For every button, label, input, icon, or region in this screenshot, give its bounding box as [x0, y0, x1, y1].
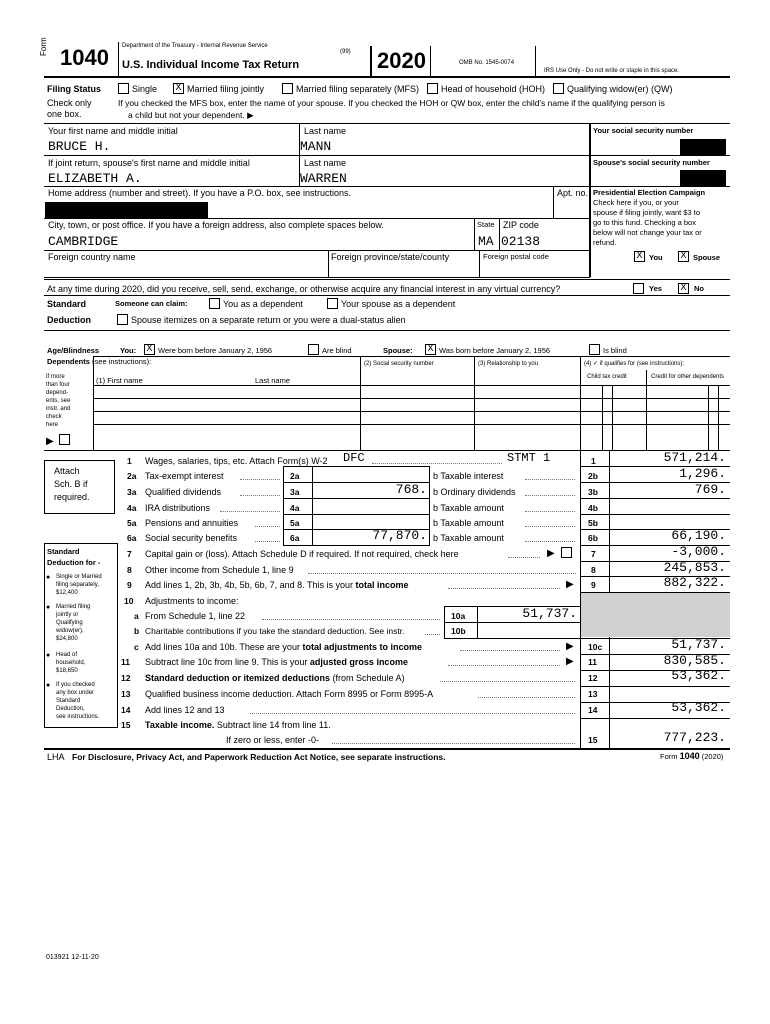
campaign-spouse-checkbox[interactable]: X: [678, 251, 689, 262]
line-7-amount[interactable]: -3,000.: [671, 544, 726, 559]
spouse-born-checkbox[interactable]: X: [425, 344, 436, 355]
line-4a-label: IRA distributions: [145, 503, 211, 513]
dep-arrow-icon: ▶: [46, 436, 54, 447]
std-mfj-3: Qualifying: [56, 620, 83, 626]
std-mfj-5: $24,800: [56, 636, 78, 642]
line-10c-label: [145, 642, 422, 653]
bullet-icon-3: ●: [46, 652, 51, 659]
line-10c-text: Add lines 10a and 10b. These are your: [145, 642, 300, 652]
std-checked-2: any box under: [56, 690, 95, 696]
line-12-box: 12: [588, 673, 598, 683]
line-5a-box: 5a: [290, 518, 300, 528]
line-10b-box: 10b: [451, 626, 466, 636]
line-11-num: 11: [121, 657, 130, 667]
campaign-text-4: below will not change your tax or: [593, 228, 702, 237]
line-9-num: 9: [127, 580, 132, 590]
spouse-itemizes-checkbox[interactable]: [117, 314, 128, 325]
line-7-arrow-icon: ▶: [547, 548, 555, 559]
mfs-checkbox[interactable]: [282, 83, 293, 94]
lha-label: LHA: [47, 752, 65, 762]
std-mfj-2: jointly or: [56, 612, 79, 618]
more-dependents-checkbox[interactable]: [59, 434, 70, 445]
std-checked-5: see instructions.: [56, 714, 100, 720]
line-10b-letter: b: [134, 626, 140, 636]
dep-col-ctc: Child tax credit: [587, 374, 627, 380]
first-name-field[interactable]: BRUCE H.: [48, 139, 111, 154]
filing-status-instructions: If you checked the MFS box, enter the name of your spouse. If you checked the HOH or QW box, enter the child's name if the qualifying person is: [118, 98, 665, 108]
line-9-amount[interactable]: 882,322.: [663, 575, 726, 590]
mfj-label: Married filing jointly: [187, 84, 265, 94]
apt-label: Apt. no.: [557, 188, 589, 198]
line-2b-amount[interactable]: 1,296.: [679, 466, 726, 481]
spouse-last-name-label: Last name: [304, 158, 347, 168]
age-you-label: You:: [120, 346, 137, 355]
line-14-num: 14: [121, 705, 131, 715]
line-10a-amount[interactable]: 51,737.: [522, 606, 577, 621]
line-7-label: Capital gain or (loss). Attach Schedule D if required. If not required, check here: [145, 549, 459, 559]
line-9-box: 9: [591, 580, 596, 590]
spouse-born-label: Was born before January 2, 1956: [439, 346, 551, 355]
footer-form-number: 1040: [679, 751, 700, 761]
mfj-checkbox[interactable]: X: [173, 83, 184, 94]
attach-note-2: Sch. B if: [54, 479, 88, 489]
line-15-label: [145, 720, 331, 731]
foreign-country-label: Foreign country name: [48, 252, 136, 262]
ssn-label: Your social security number: [593, 126, 694, 135]
someone-can-claim: Someone can claim:: [115, 299, 188, 308]
line-10-label: Adjustments to income:: [145, 596, 239, 606]
line-15-box: 15: [588, 735, 598, 745]
dep-col-ssn: (2) Social security number: [364, 361, 434, 367]
foreign-province-label: Foreign province/state/county: [331, 252, 450, 262]
line-14-box: 14: [588, 705, 598, 715]
line-5a-num: 5a: [127, 518, 137, 528]
dep-col-last: Last name: [255, 376, 291, 385]
virtual-no-checkbox[interactable]: X: [678, 283, 689, 294]
form-number: 1040: [60, 45, 109, 70]
dep-side-note-5: instr. and: [46, 406, 71, 412]
spouse-first-name-label: If joint return, spouse's first name and middle initial: [48, 158, 250, 168]
std-ded-side-title-2: Deduction for -: [47, 558, 101, 567]
line-10-num: 10: [124, 596, 134, 606]
virtual-yes-label: Yes: [649, 284, 662, 293]
you-dependent-checkbox[interactable]: [209, 298, 220, 309]
line-6a-amount[interactable]: 77,870.: [372, 528, 427, 543]
line-11-amount[interactable]: 830,585.: [663, 653, 726, 668]
spouse-blind-label: Is blind: [603, 346, 627, 355]
bullet-icon-4: ●: [46, 682, 51, 689]
line-2b-box: 2b: [588, 471, 598, 481]
line-15-label-2: If zero or less, enter -0-: [226, 735, 320, 745]
line-1-stmt: STMT 1: [507, 451, 551, 465]
line-15-amount[interactable]: 777,223.: [663, 730, 726, 745]
line-9-bold: total income: [355, 580, 409, 590]
privacy-notice: For Disclosure, Privacy Act, and Paperwork Reduction Act Notice, see separate instructions.: [72, 752, 446, 762]
line-15-bold: Taxable income.: [145, 720, 215, 730]
line-2b-label: b Taxable interest: [433, 471, 504, 481]
line-12-amount[interactable]: 53,362.: [671, 668, 726, 683]
city-label: City, town, or post office. If you have a foreign address, also complete spaces below.: [48, 220, 384, 230]
line-15-text: Subtract line 14 from line 11.: [216, 720, 331, 730]
first-name-label: Your first name and middle initial: [48, 126, 178, 136]
std-checked-3: Standard: [56, 698, 81, 704]
line-6b-label: b Taxable amount: [433, 533, 504, 543]
spouse-ssn-redacted: [680, 170, 726, 186]
line-7-num: 7: [127, 549, 132, 559]
ssn-redacted: [680, 139, 726, 155]
line-6a-label: Social security benefits: [145, 533, 238, 543]
line-1-note: DFC: [343, 451, 365, 465]
last-name-label: Last name: [304, 126, 347, 136]
mfs-label: Married filing separately (MFS): [296, 84, 420, 94]
line-4a-num: 4a: [127, 503, 137, 513]
virtual-no-label: No: [694, 284, 704, 293]
dep-side-note-1: If more: [46, 374, 65, 380]
line-14-amount[interactable]: 53,362.: [671, 700, 726, 715]
line-9-text: Add lines 1, 2b, 3b, 4b, 5b, 6b, 7, and 8. This is your: [145, 580, 353, 590]
line-10c-amount[interactable]: 51,737.: [671, 637, 726, 652]
irs-use-only: IRS Use Only - Do not write or staple in this space.: [544, 68, 680, 74]
line-12-text: (from Schedule A): [332, 673, 405, 683]
line-2a-num: 2a: [127, 471, 137, 481]
line-13-num: 13: [121, 689, 131, 699]
dep-col-relationship: (3) Relationship to you: [478, 361, 539, 367]
line-3b-amount[interactable]: 769.: [694, 482, 726, 497]
line-13-box: 13: [588, 689, 598, 699]
std-ded-heading-2: Deduction: [47, 315, 91, 325]
qw-checkbox[interactable]: [553, 83, 564, 94]
qw-label: Qualifying widow(er) (QW): [567, 84, 673, 94]
page-code: 013921 12-11-20: [46, 954, 99, 961]
foreign-postal-label: Foreign postal code: [483, 252, 549, 261]
line-15-num: 15: [121, 720, 131, 730]
line-1-box: 1: [591, 456, 596, 466]
footer-form: [660, 752, 723, 761]
you-blind-checkbox[interactable]: [308, 344, 319, 355]
you-dependent-label: You as a dependent: [223, 299, 303, 309]
line-10a-label: From Schedule 1, line 22: [145, 611, 246, 621]
line-1-label: Wages, salaries, tips, etc. Attach Form(s) W-2: [145, 456, 328, 466]
line-10a-box: 10a: [451, 611, 466, 621]
one-box-note: one box.: [47, 109, 82, 119]
line-2a-box: 2a: [290, 471, 300, 481]
line-8-num: 8: [127, 565, 132, 575]
line-14-label: Add lines 12 and 13: [145, 705, 225, 715]
form-header: [39, 37, 729, 76]
spouse-dependent-label: Your spouse as a dependent: [341, 299, 456, 309]
line-4a-box: 4a: [290, 503, 300, 513]
attach-note-3: required.: [54, 492, 90, 502]
line-5a-label: Pensions and annuities: [145, 518, 239, 528]
std-hoh-2: household,: [56, 660, 86, 666]
std-single-3: $12,400: [56, 590, 78, 596]
department: Department of the Treasury - Internal Revenue Service: [122, 43, 268, 49]
line-10a-letter: a: [134, 611, 139, 621]
you-born-label: Were born before January 2, 1956: [158, 346, 273, 355]
dep-side-note-2: than four: [46, 382, 70, 388]
line-8-label: Other income from Schedule 1, line 9: [145, 565, 294, 575]
line-9-arrow-icon: ▶: [566, 579, 574, 590]
campaign-you-label: You: [649, 253, 663, 262]
dependents-word: Dependents: [47, 357, 90, 366]
dep-side-note-3: depend-: [46, 390, 69, 396]
line-11-label: [145, 657, 408, 668]
dep-col-first: (1) First name: [96, 376, 143, 385]
line-10c-box: 10c: [588, 642, 603, 652]
dependents-heading: [47, 357, 151, 366]
form-title: U.S. Individual Income Tax Return: [122, 59, 300, 71]
hoh-checkbox[interactable]: [427, 83, 438, 94]
line-1-amount[interactable]: 571,214.: [663, 450, 726, 465]
campaign-title: Presidential Election Campaign: [593, 188, 706, 197]
spouse-itemizes-label: Spouse itemizes on a separate return or you were a dual-status alien: [131, 315, 406, 325]
std-single-1: Single or Married: [56, 574, 102, 580]
address-label: Home address (number and street). If you have a P.O. box, see instructions.: [48, 188, 351, 198]
dep-col-odc: Credit for other dependents: [651, 374, 725, 380]
line-10c-letter: c: [134, 642, 139, 652]
line-2a-label: Tax-exempt interest: [145, 471, 224, 481]
zip-field[interactable]: 02138: [501, 234, 541, 249]
line-6b-amount[interactable]: 66,190.: [671, 528, 726, 543]
check-only-note: Check only: [47, 98, 92, 108]
campaign-you-checkbox[interactable]: X: [634, 251, 645, 262]
you-blind-label: Are blind: [322, 346, 352, 355]
campaign-text-5: refund.: [593, 238, 617, 247]
bullet-icon-1: ●: [46, 574, 51, 581]
line-6a-box: 6a: [290, 533, 300, 543]
line-11-box: 11: [588, 657, 597, 667]
line-7-box: 7: [591, 549, 596, 559]
dep-side-note-6: check: [46, 414, 62, 420]
line-5b-box: 5b: [588, 518, 598, 528]
spouse-ssn-label: Spouse's social security number: [593, 158, 710, 167]
spouse-dependent-checkbox[interactable]: [327, 298, 338, 309]
single-label: Single: [132, 84, 158, 94]
line-8-box: 8: [591, 565, 596, 575]
dep-side-note-7: here: [46, 422, 59, 428]
city-field[interactable]: CAMBRIDGE: [48, 234, 119, 249]
state-label: State: [477, 220, 495, 229]
dep-col-qualifies: (4) ✓ if qualifies for (see instructions):: [584, 361, 685, 367]
line-11-text: Subtract line 10c from line 9. This is your: [145, 657, 308, 667]
std-hoh-1: Head of: [56, 652, 78, 658]
line-12-bold: Standard deduction or itemized deductions: [145, 673, 331, 683]
campaign-text-3: go to this fund. Checking a box: [593, 218, 696, 227]
spouse-blind-checkbox[interactable]: [589, 344, 600, 355]
hoh-label: Head of household (HOH): [441, 84, 546, 94]
zip-label: ZIP code: [503, 220, 539, 230]
line-12-label: [145, 673, 405, 684]
omb-number: OMB No. 1545-0074: [459, 60, 515, 66]
std-ded-side-title: Standard: [47, 547, 80, 556]
line-4b-label: b Taxable amount: [433, 503, 504, 513]
last-name-field[interactable]: MANN: [300, 139, 332, 154]
line-11-bold: adjusted gross income: [309, 657, 408, 667]
line-10c-bold: total adjustments to income: [302, 642, 422, 652]
age-blindness-heading: Age/Blindness: [47, 346, 100, 355]
std-ded-heading: Standard: [47, 299, 87, 309]
line-10c-arrow-icon: ▶: [566, 641, 574, 652]
std-mfj-1: Married filing: [56, 604, 91, 610]
you-born-checkbox[interactable]: X: [144, 344, 155, 355]
virtual-currency-question: At any time during 2020, did you receive, sell, send, exchange, or otherwise acquire any financial interest in any virtual currency?: [47, 284, 561, 294]
line-3a-box: 3a: [290, 487, 300, 497]
line-1-num: 1: [127, 456, 132, 466]
line-3b-label: b Ordinary dividends: [433, 487, 516, 497]
line-3a-num: 3a: [127, 487, 137, 497]
spouse-last-name-field[interactable]: WARREN: [300, 171, 347, 186]
footer-form-year: (2020): [701, 752, 724, 761]
line-9-label: [145, 580, 409, 591]
line-12-num: 12: [121, 673, 131, 683]
bullet-icon-2: ●: [46, 604, 51, 611]
line-3b-box: 3b: [588, 487, 598, 497]
shaded-area: [581, 593, 730, 637]
line-7-checkbox[interactable]: [561, 547, 572, 558]
spouse-first-name-field[interactable]: ELIZABETH A.: [48, 171, 142, 186]
dependents-see: (see instructions):: [92, 357, 152, 366]
line-5b-label: b Taxable amount: [433, 518, 504, 528]
line-4b-box: 4b: [588, 503, 598, 513]
single-checkbox[interactable]: [118, 83, 129, 94]
campaign-spouse-label: Spouse: [693, 253, 721, 262]
std-checked-1: If you checked: [56, 682, 95, 688]
age-spouse-label: Spouse:: [383, 346, 413, 355]
footer-form-word: Form: [660, 752, 678, 761]
code-99: (99): [340, 49, 351, 55]
line-8-amount[interactable]: 245,853.: [663, 560, 726, 575]
state-field[interactable]: MA: [478, 234, 494, 249]
attach-note-1: Attach: [54, 466, 80, 476]
dep-side-note-4: ents, see: [46, 398, 71, 404]
std-checked-4: Deduction,: [56, 706, 85, 712]
campaign-text-1: Check here if you, or your: [593, 198, 679, 207]
campaign-text-2: spouse if filing jointly, want $3 to: [593, 208, 701, 217]
std-mfj-4: widow(er),: [56, 628, 84, 634]
line-6a-num: 6a: [127, 533, 137, 543]
line-3a-label: Qualified dividends: [145, 487, 222, 497]
line-10b-label: Charitable contributions if you take the standard deduction. See instr.: [145, 626, 405, 636]
std-hoh-3: $18,650: [56, 668, 78, 674]
virtual-yes-checkbox[interactable]: [633, 283, 644, 294]
line-6b-box: 6b: [588, 533, 598, 543]
form-label: Form: [39, 37, 48, 56]
filing-status-instructions-2: a child but not your dependent. ▶: [128, 110, 254, 120]
line-11-arrow-icon: ▶: [566, 656, 574, 667]
line-3a-amount[interactable]: 768.: [395, 482, 427, 497]
filing-status-heading: Filing Status: [47, 84, 101, 94]
line-13-label: Qualified business income deduction. Attach Form 8995 or Form 8995-A: [145, 689, 434, 699]
std-single-2: filing separately,: [56, 582, 99, 588]
address-redacted: [45, 202, 208, 218]
tax-year: 2020: [377, 48, 426, 73]
